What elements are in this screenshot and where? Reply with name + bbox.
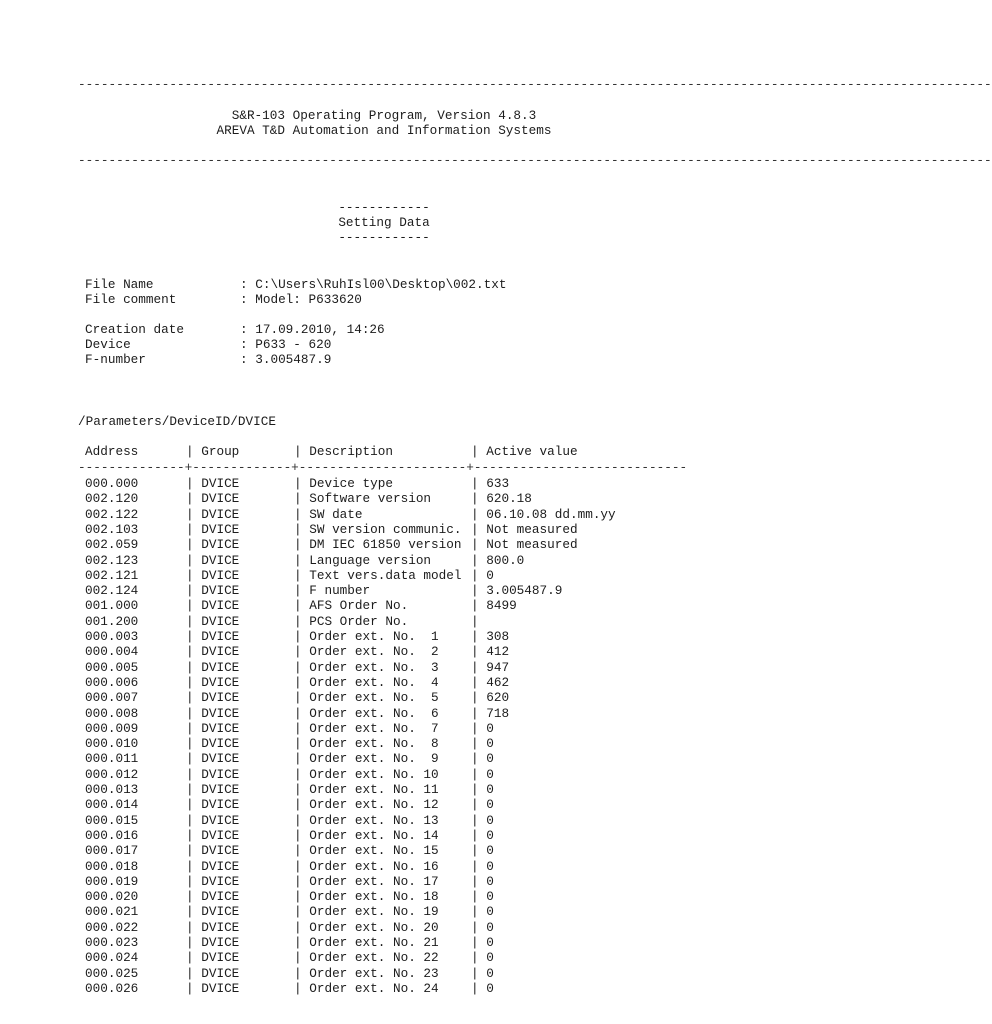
cell-address: 000.014 xyxy=(85,797,139,813)
cell-group: | DVICE xyxy=(186,736,240,752)
table-row xyxy=(0,782,768,797)
cell-active-value: | 0 xyxy=(471,567,494,583)
cell-active-value: | 620 xyxy=(471,690,510,706)
cell-description: | Order ext. No. 7 xyxy=(294,720,439,736)
table-row xyxy=(0,537,768,552)
cell-address: 002.122 xyxy=(85,506,139,522)
cell-group: | DVICE xyxy=(186,476,240,491)
cell-description: | DM IEC 61850 version xyxy=(294,537,462,553)
table-row xyxy=(0,568,768,583)
table-row xyxy=(0,553,768,568)
cell-description: | Device type xyxy=(294,476,393,491)
cell-group: | DVICE xyxy=(186,873,240,889)
column-header-address: Address xyxy=(85,444,139,459)
cell-address: 000.012 xyxy=(85,766,139,782)
table-row xyxy=(0,767,768,782)
cell-address: 000.023 xyxy=(85,935,139,950)
table-row xyxy=(0,736,768,751)
table-row xyxy=(0,843,768,858)
cell-address: 002.121 xyxy=(85,567,139,583)
table-row xyxy=(0,614,768,629)
column-header-active-value: | Active value xyxy=(471,444,578,459)
cell-active-value: | 0 xyxy=(471,797,494,813)
cell-active-value: | 0 xyxy=(471,950,494,966)
cell-description: | Order ext. No. 12 xyxy=(294,797,439,813)
cell-active-value: | 8499 xyxy=(471,598,517,614)
cell-description: | Order ext. No. 14 xyxy=(294,827,439,843)
info-value-creation-date: : 17.09.2010, 14:26 xyxy=(240,322,385,337)
cell-address: 000.013 xyxy=(85,782,139,797)
cell-active-value: | 0 xyxy=(471,904,494,920)
table-row xyxy=(0,706,768,721)
cell-active-value: | 0 xyxy=(471,919,494,935)
cell-group: | DVICE xyxy=(186,720,240,736)
cell-address: 000.000 xyxy=(85,476,139,491)
cell-active-value: | xyxy=(471,613,479,629)
parameter-path: /Parameters/DeviceID/DVICE xyxy=(78,414,276,429)
cell-group: | DVICE xyxy=(186,644,240,660)
cell-active-value: | 0 xyxy=(471,873,494,889)
cell-group: | DVICE xyxy=(186,674,240,690)
cell-active-value: | 0 xyxy=(471,751,494,767)
table-row xyxy=(0,583,768,598)
table-row xyxy=(0,859,768,874)
cell-active-value: | 0 xyxy=(471,782,494,797)
table-row xyxy=(0,751,768,766)
cell-group: | DVICE xyxy=(186,782,240,797)
header-rule-bottom: ------------------------------------------------------------------------------------------------------------------------ xyxy=(78,153,992,168)
cell-description: | Order ext. No. 4 xyxy=(294,674,439,690)
cell-active-value: | 0 xyxy=(471,980,494,996)
cell-group: | DVICE xyxy=(186,797,240,813)
cell-description: | SW date xyxy=(294,506,363,522)
cell-active-value: | 0 xyxy=(471,965,494,981)
cell-active-value: | 718 xyxy=(471,705,510,721)
table-row xyxy=(0,874,768,889)
table-row xyxy=(0,598,768,613)
cell-description: | Order ext. No. 20 xyxy=(294,919,439,935)
cell-address: 001.200 xyxy=(85,613,139,629)
table-row xyxy=(0,981,768,996)
cell-description: | Order ext. No. 11 xyxy=(294,782,439,797)
table-row xyxy=(0,644,768,659)
cell-active-value: | 3.005487.9 xyxy=(471,583,563,599)
table-row xyxy=(0,491,768,506)
cell-address: 000.004 xyxy=(85,644,139,660)
table-header-row xyxy=(0,444,768,459)
cell-active-value: | 0 xyxy=(471,827,494,843)
table-row xyxy=(0,629,768,644)
cell-active-value: | 0 xyxy=(471,843,494,859)
cell-group: | DVICE xyxy=(186,843,240,859)
cell-description: | Order ext. No. 5 xyxy=(294,690,439,706)
cell-group: | DVICE xyxy=(186,537,240,553)
cell-address: 000.020 xyxy=(85,889,139,905)
table-row xyxy=(0,690,768,705)
cell-group: | DVICE xyxy=(186,506,240,522)
cell-group: | DVICE xyxy=(186,904,240,920)
cell-address: 000.026 xyxy=(85,980,139,996)
cell-address: 001.000 xyxy=(85,598,139,614)
cell-address: 000.018 xyxy=(85,858,139,874)
cell-address: 000.015 xyxy=(85,812,139,828)
cell-active-value: | 0 xyxy=(471,736,494,752)
table-row xyxy=(0,935,768,950)
info-value-file-name: : C:\Users\RuhIsl00\Desktop\002.txt xyxy=(240,277,507,292)
column-header-description: | Description xyxy=(294,444,393,459)
info-value-file-comment: : Model: P633620 xyxy=(240,292,362,307)
cell-active-value: | Not measured xyxy=(471,537,578,553)
cell-description: | Order ext. No. 21 xyxy=(294,935,439,950)
cell-address: 000.024 xyxy=(85,950,139,966)
cell-group: | DVICE xyxy=(186,613,240,629)
cell-active-value: | 462 xyxy=(471,674,510,690)
cell-active-value: | 620.18 xyxy=(471,491,532,507)
table-row xyxy=(0,813,768,828)
info-label-device: Device xyxy=(85,337,131,352)
cell-group: | DVICE xyxy=(186,980,240,996)
cell-group: | DVICE xyxy=(186,965,240,981)
table-row xyxy=(0,920,768,935)
cell-description: | F number xyxy=(294,583,371,599)
cell-address: 002.103 xyxy=(85,521,139,537)
company-name: AREVA T&D Automation and Information Systems xyxy=(216,123,552,138)
cell-description: | Order ext. No. 16 xyxy=(294,858,439,874)
table-row xyxy=(0,966,768,981)
cell-active-value: | 0 xyxy=(471,766,494,782)
cell-address: 002.124 xyxy=(85,583,139,599)
cell-active-value: | 412 xyxy=(471,644,510,660)
cell-group: | DVICE xyxy=(186,751,240,767)
cell-group: | DVICE xyxy=(186,935,240,950)
table-row xyxy=(0,904,768,919)
table-row xyxy=(0,797,768,812)
info-value-f-number: : 3.005487.9 xyxy=(240,352,332,367)
cell-address: 000.017 xyxy=(85,843,139,859)
cell-description: | Order ext. No. 6 xyxy=(294,705,439,721)
cell-group: | DVICE xyxy=(186,552,240,568)
table-row xyxy=(0,828,768,843)
cell-description: | Order ext. No. 24 xyxy=(294,980,439,996)
cell-active-value: | 0 xyxy=(471,720,494,736)
cell-active-value: | 947 xyxy=(471,659,510,675)
table-row xyxy=(0,950,768,965)
cell-group: | DVICE xyxy=(186,858,240,874)
cell-description: | Order ext. No. 3 xyxy=(294,659,439,675)
cell-description: | Order ext. No. 2 xyxy=(294,644,439,660)
info-value-device: : P633 - 620 xyxy=(240,337,332,352)
cell-group: | DVICE xyxy=(186,659,240,675)
cell-description: | Software version xyxy=(294,491,432,507)
cell-group: | DVICE xyxy=(186,705,240,721)
cell-description: | SW version communic. xyxy=(294,521,462,537)
table-row xyxy=(0,660,768,675)
cell-address: 000.009 xyxy=(85,720,139,736)
cell-description: | Order ext. No. 13 xyxy=(294,812,439,828)
cell-active-value: | 0 xyxy=(471,858,494,874)
cell-address: 000.010 xyxy=(85,736,139,752)
info-label-f-number: F-number xyxy=(85,352,146,367)
section-rule-bottom: ------------ xyxy=(338,230,430,245)
cell-description: | Order ext. No. 19 xyxy=(294,904,439,920)
table-row xyxy=(0,675,768,690)
cell-active-value: | 0 xyxy=(471,812,494,828)
cell-group: | DVICE xyxy=(186,919,240,935)
cell-group: | DVICE xyxy=(186,812,240,828)
cell-group: | DVICE xyxy=(186,889,240,905)
cell-description: | Order ext. No. 10 xyxy=(294,766,439,782)
cell-address: 002.059 xyxy=(85,537,139,553)
cell-active-value: | 308 xyxy=(471,629,510,644)
cell-group: | DVICE xyxy=(186,583,240,599)
cell-group: | DVICE xyxy=(186,629,240,644)
cell-group: | DVICE xyxy=(186,827,240,843)
cell-group: | DVICE xyxy=(186,766,240,782)
cell-active-value: | 0 xyxy=(471,889,494,905)
table-row xyxy=(0,476,768,491)
cell-active-value: | 0 xyxy=(471,935,494,950)
cell-description: | Order ext. No. 1 xyxy=(294,629,439,644)
cell-description: | Text vers.data model xyxy=(294,567,462,583)
table-row xyxy=(0,889,768,904)
cell-group: | DVICE xyxy=(186,521,240,537)
cell-group: | DVICE xyxy=(186,491,240,507)
column-header-group: | Group xyxy=(186,444,240,459)
cell-description: | Order ext. No. 9 xyxy=(294,751,439,767)
cell-group: | DVICE xyxy=(186,950,240,966)
cell-address: 000.003 xyxy=(85,629,139,644)
section-title: Setting Data xyxy=(338,215,430,230)
info-label-file-comment: File comment xyxy=(85,292,177,307)
cell-address: 000.006 xyxy=(85,674,139,690)
cell-address: 000.016 xyxy=(85,827,139,843)
cell-description: | Order ext. No. 17 xyxy=(294,873,439,889)
cell-description: | AFS Order No. xyxy=(294,598,409,614)
cell-group: | DVICE xyxy=(186,690,240,706)
cell-address: 000.025 xyxy=(85,965,139,981)
cell-address: 000.022 xyxy=(85,919,139,935)
cell-active-value: | Not measured xyxy=(471,521,578,537)
cell-address: 002.120 xyxy=(85,491,139,507)
table-row xyxy=(0,721,768,736)
cell-address: 000.008 xyxy=(85,705,139,721)
cell-address: 000.019 xyxy=(85,873,139,889)
header-rule-top: ------------------------------------------------------------------------------------------------------------------------ xyxy=(78,77,992,92)
info-label-file-name: File Name xyxy=(85,277,154,292)
cell-description: | Order ext. No. 15 xyxy=(294,843,439,859)
cell-address: 000.007 xyxy=(85,690,139,706)
cell-description: | Order ext. No. 18 xyxy=(294,889,439,905)
cell-active-value: | 633 xyxy=(471,476,510,491)
cell-address: 000.011 xyxy=(85,751,139,767)
table-row xyxy=(0,522,768,537)
section-rule-top: ------------ xyxy=(338,200,430,215)
cell-description: | PCS Order No. xyxy=(294,613,409,629)
cell-active-value: | 06.10.08 dd.mm.yy xyxy=(471,506,616,522)
table-header-separator: --------------+-------------+----------------------+---------------------------- xyxy=(78,460,688,475)
cell-address: 000.021 xyxy=(85,904,139,920)
cell-address: 000.005 xyxy=(85,659,139,675)
cell-address: 002.123 xyxy=(85,552,139,568)
cell-description: | Order ext. No. 22 xyxy=(294,950,439,966)
cell-active-value: | 800.0 xyxy=(471,552,525,568)
table-row xyxy=(0,507,768,522)
cell-description: | Order ext. No. 23 xyxy=(294,965,439,981)
cell-description: | Language version xyxy=(294,552,432,568)
cell-group: | DVICE xyxy=(186,598,240,614)
cell-group: | DVICE xyxy=(186,567,240,583)
info-label-creation-date: Creation date xyxy=(85,322,184,337)
cell-description: | Order ext. No. 8 xyxy=(294,736,439,752)
program-title: S&R-103 Operating Program, Version 4.8.3 xyxy=(231,108,537,123)
